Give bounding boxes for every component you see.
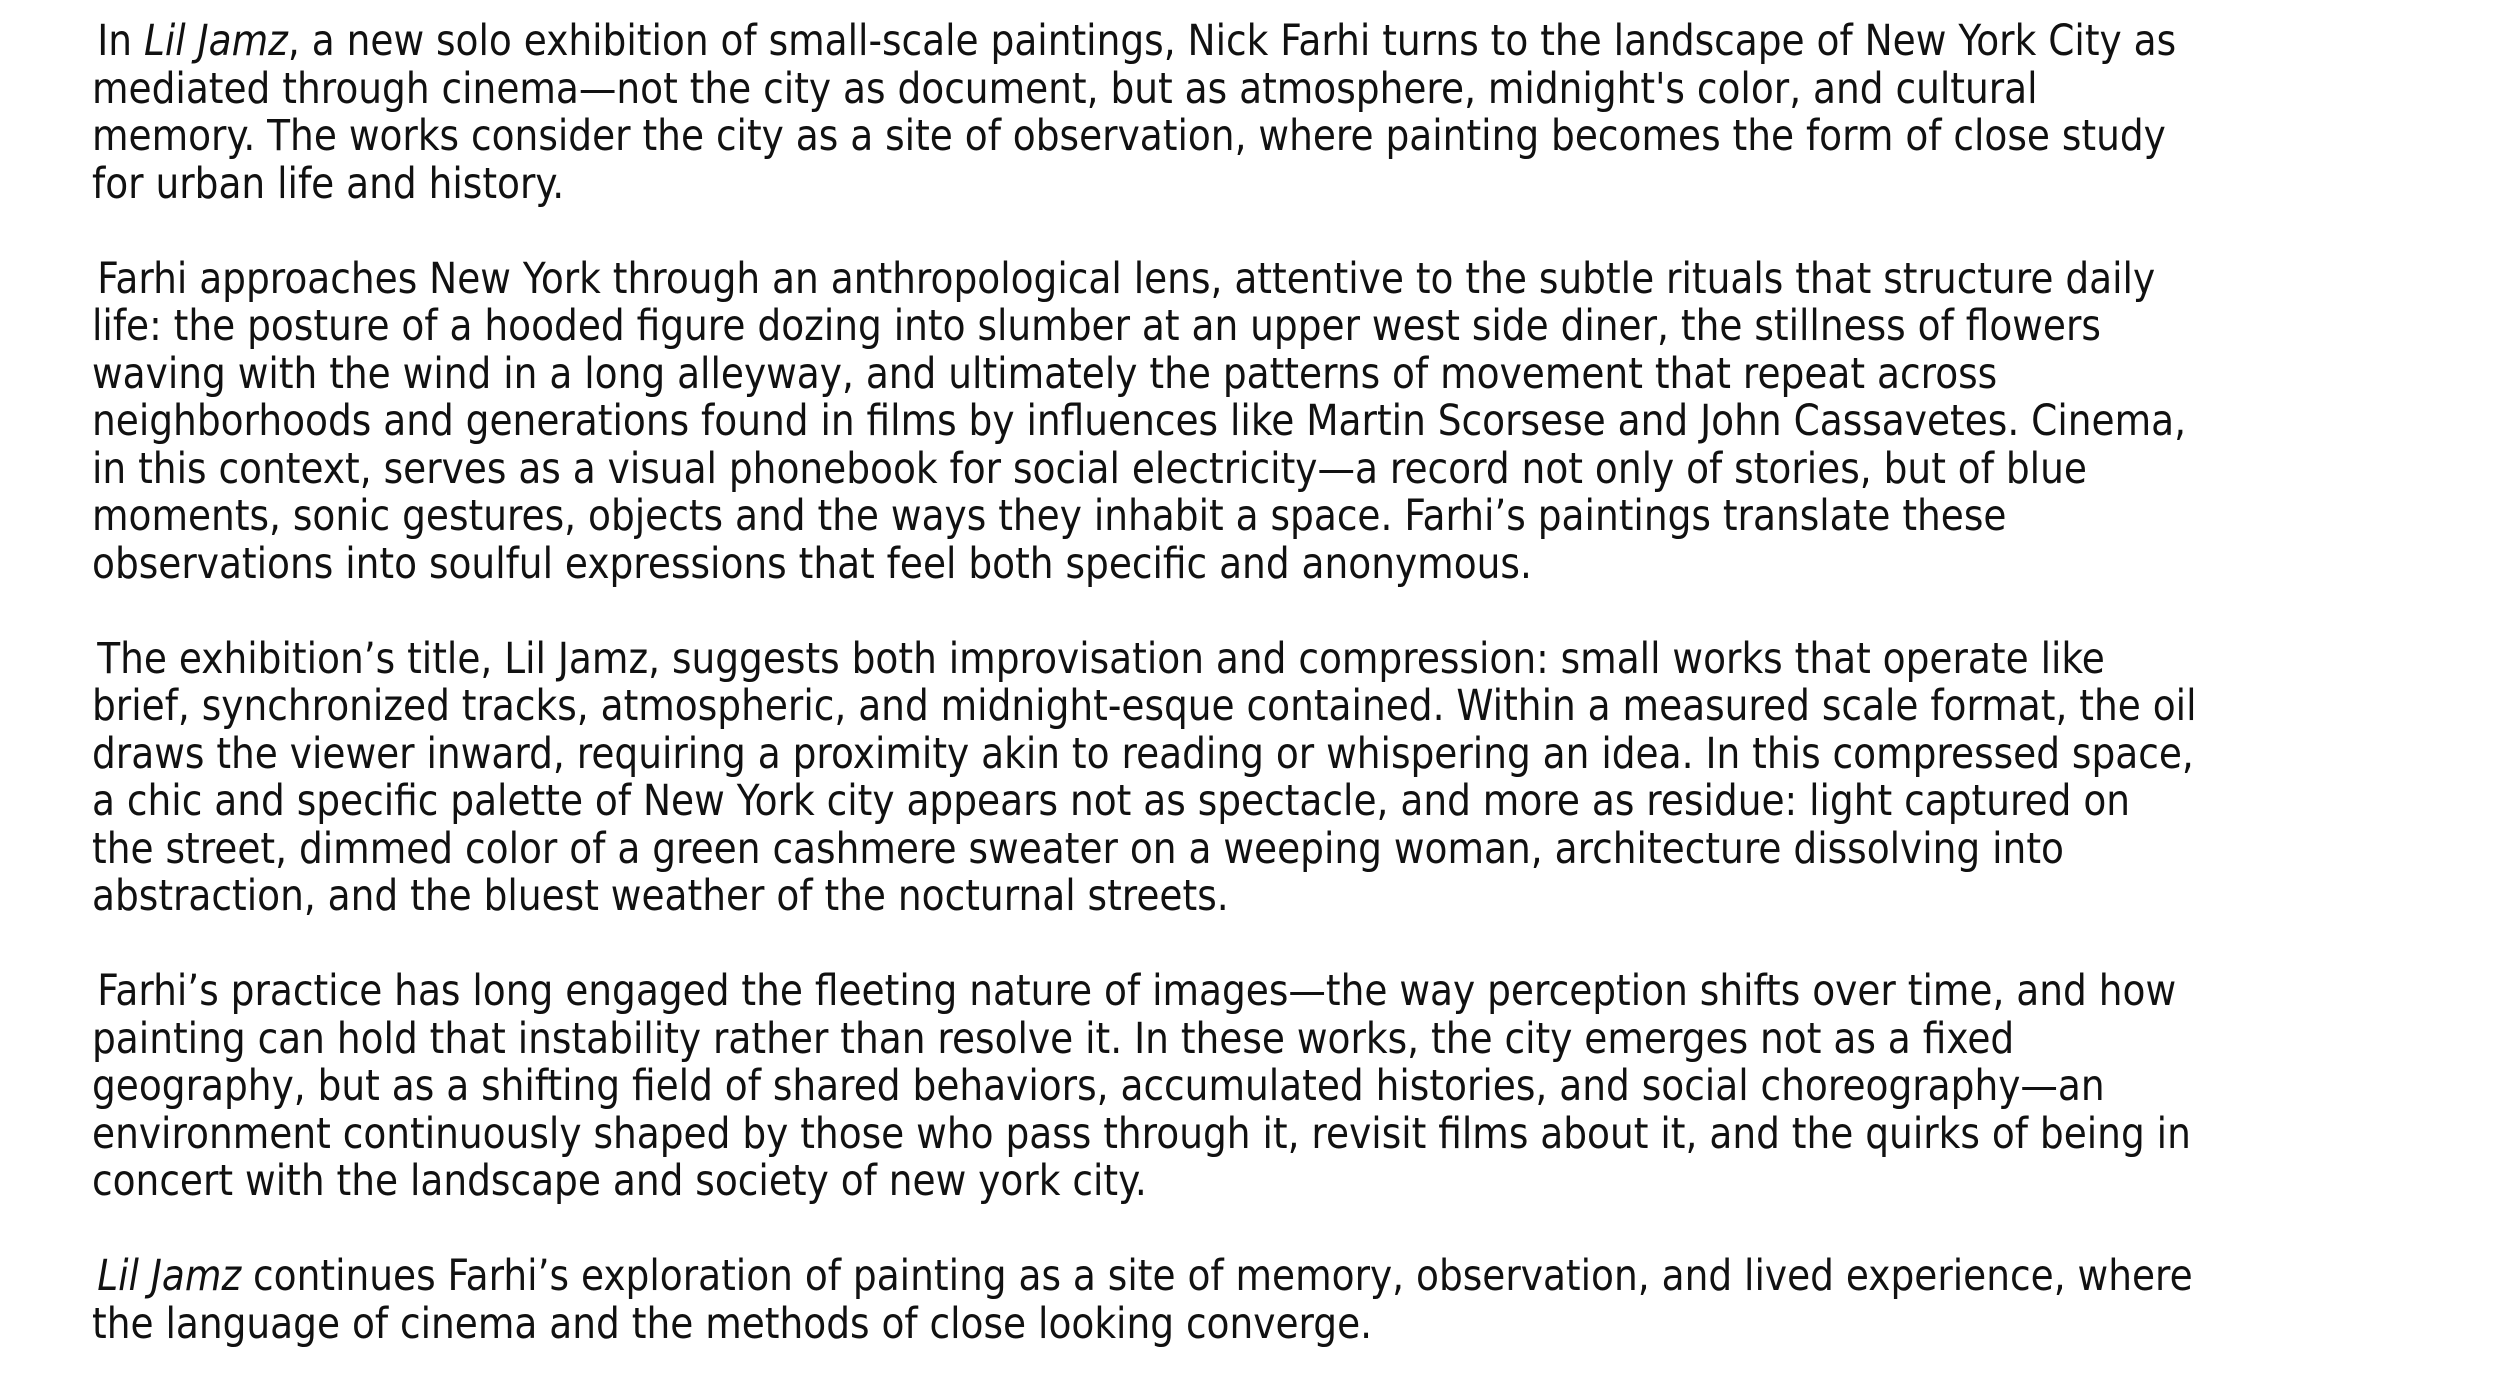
text-run: neighborhoods and generations found in films by influences like Martin Scorsese and John Cassavetes. Cinema, (92, 396, 2187, 446)
text-line (92, 443, 2159, 494)
text-line (92, 1251, 2193, 1301)
text-line (92, 681, 2197, 731)
text-line (92, 253, 2159, 304)
text-line (92, 778, 2159, 826)
text-run: concert with the landscape and society of new york city. (92, 1156, 1147, 1206)
text-run: life: the posture of a hooded figure dozing into slumber at an upper west side diner, the stillness of flowers (92, 301, 2101, 351)
text-run: mediated through cinema—not the city as document, but as atmosphere, midnight's color, and cultural (92, 63, 2038, 114)
text-run: , a new solo exhibition of small-scale paintings, Nick Farhi turns to the landscape of New York City as (287, 16, 2177, 66)
document-body (92, 16, 2197, 1396)
exhibition-title-italic: Lil Jamz (97, 1251, 242, 1301)
text-run: The exhibition’s title, Lil Jamz, suggests both improvisation and compression: small works that operate like (97, 633, 2105, 684)
text-line (92, 728, 2194, 779)
text-line (92, 303, 2159, 351)
text-line (92, 966, 2177, 1016)
text-line (92, 633, 2159, 684)
text-run: waving with the wind in a long alleyway, and ultimately the patterns of movement that repeat across (92, 348, 1998, 399)
text-run: draws the viewer inward, requiring a proximity akin to reading or whispering an idea. In this compressed space, (92, 728, 2194, 779)
text-run: continues Farhi’s exploration of painting as a site of memory, observation, and lived experience, where (241, 1251, 2193, 1301)
text-run: geography, but as a shifting field of shared behaviors, accumulated histories, and social choreography—an (92, 1061, 2105, 1111)
text-run: for urban life and history. (92, 158, 565, 209)
text-line (92, 1298, 2159, 1349)
text-line (92, 1108, 2191, 1159)
text-line (92, 158, 2159, 209)
text-run: abstraction, and the bluest weather of the nocturnal streets. (92, 871, 1229, 921)
text-line (92, 396, 2187, 446)
text-line (92, 823, 2159, 874)
text-run: memory. The works consider the city as a site of observation, where painting becomes the form of close study (92, 111, 2166, 161)
text-run: brief, synchronized tracks, atmospheric, and midnight-esque contained. Within a measured scale format, the oil (92, 681, 2197, 731)
text-line (92, 1013, 2159, 1064)
paragraph-5 (92, 1251, 2193, 1349)
paragraph-4 (92, 966, 2191, 1206)
text-line (92, 348, 2159, 399)
text-run: observations into soulful expressions that feel both specific and anonymous. (92, 538, 1532, 589)
paragraph-1 (92, 16, 2177, 209)
exhibition-title-italic: Lil Jamz (143, 16, 288, 66)
text-line (92, 1063, 2159, 1111)
text-run: moments, sonic gestures, objects and the ways they inhabit a space. Farhi’s paintings translate these (92, 491, 2007, 541)
text-line (92, 63, 2159, 114)
paragraph-3 (92, 633, 2197, 921)
text-line (92, 1158, 2159, 1206)
text-run: painting can hold that instability rather than resolve it. In these works, the city emerges not as a fixed (92, 1013, 2015, 1064)
text-line (92, 538, 2159, 589)
text-run: Farhi approaches New York through an anthropological lens, attentive to the subtle rituals that structure daily (97, 253, 2156, 304)
text-run: in this context, serves as a visual phonebook for social electricity—a record not only of stories, but of blue (92, 443, 2087, 494)
text-run: Farhi’s practice has long engaged the fleeting nature of images—the way perception shifts over time, and how (97, 966, 2177, 1016)
text-run: environment continuously shaped by those who pass through it, revisit films about it, and the quirks of being in (92, 1108, 2191, 1159)
text-run: a chic and specific palette of New York city appears not as spectacle, and more as residue: light captured on (92, 776, 2131, 826)
text-run: the street, dimmed color of a green cashmere sweater on a weeping woman, architecture dissolving into (92, 823, 2064, 874)
text-line (92, 111, 2166, 161)
text-line (92, 16, 2177, 66)
paragraph-2 (92, 253, 2187, 589)
text-line (92, 493, 2159, 541)
text-run: the language of cinema and the methods of close looking converge. (92, 1298, 1373, 1349)
text-run: In (97, 16, 144, 66)
text-line (92, 873, 2159, 921)
